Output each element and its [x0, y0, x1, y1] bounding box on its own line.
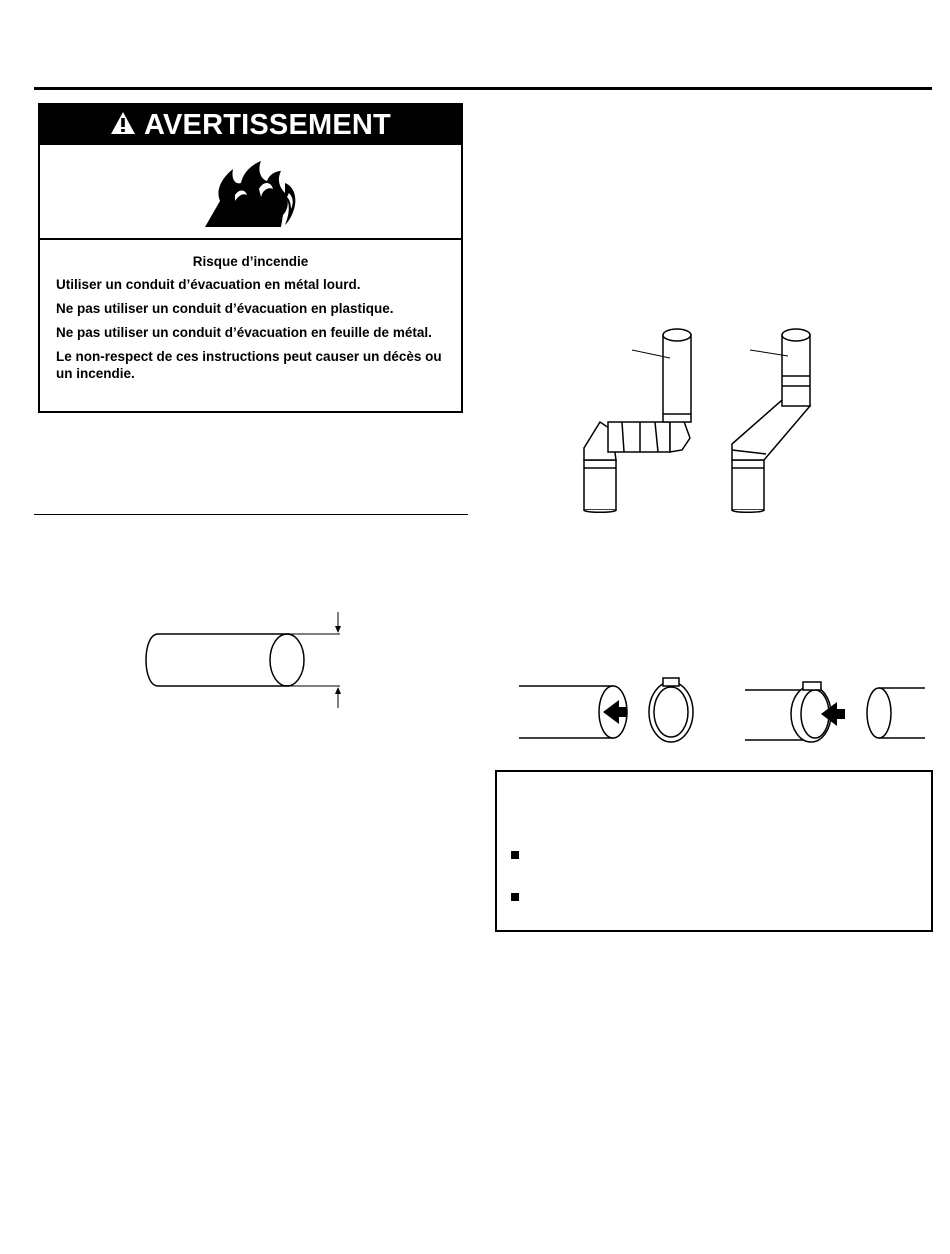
elbow-duct-illustration: [570, 320, 830, 520]
risk-title: Risque d’incendie: [192, 254, 309, 269]
warning-body: [40, 241, 461, 382]
warning-title: AVERTISSEMENT: [144, 108, 391, 141]
bullet-icon: [511, 893, 519, 901]
bullet-icon: [511, 851, 519, 859]
warning-symbol-area: [40, 145, 461, 240]
warning-line-3: Ne pas utiliser un conduit d’évacuation en feuille de métal.: [56, 325, 432, 340]
note-box: [495, 770, 933, 932]
warning-header: [40, 105, 461, 145]
section-divider: [34, 514, 468, 515]
warning-line-4: Le non-respect de ces instructions peut causer un décès ou un incendie.: [56, 349, 442, 381]
warning-triangle-icon: [110, 111, 136, 140]
clamp-illustration: [505, 670, 935, 750]
warning-line-2: Ne pas utiliser un conduit d’évacuation en plastique.: [56, 301, 394, 316]
warning-box: [38, 103, 463, 413]
top-rule: [34, 87, 932, 90]
warning-line-1: Utiliser un conduit d’évacuation en métal lourd.: [56, 277, 361, 292]
fire-icon: [205, 159, 300, 229]
duct-diameter-illustration: [140, 610, 360, 720]
